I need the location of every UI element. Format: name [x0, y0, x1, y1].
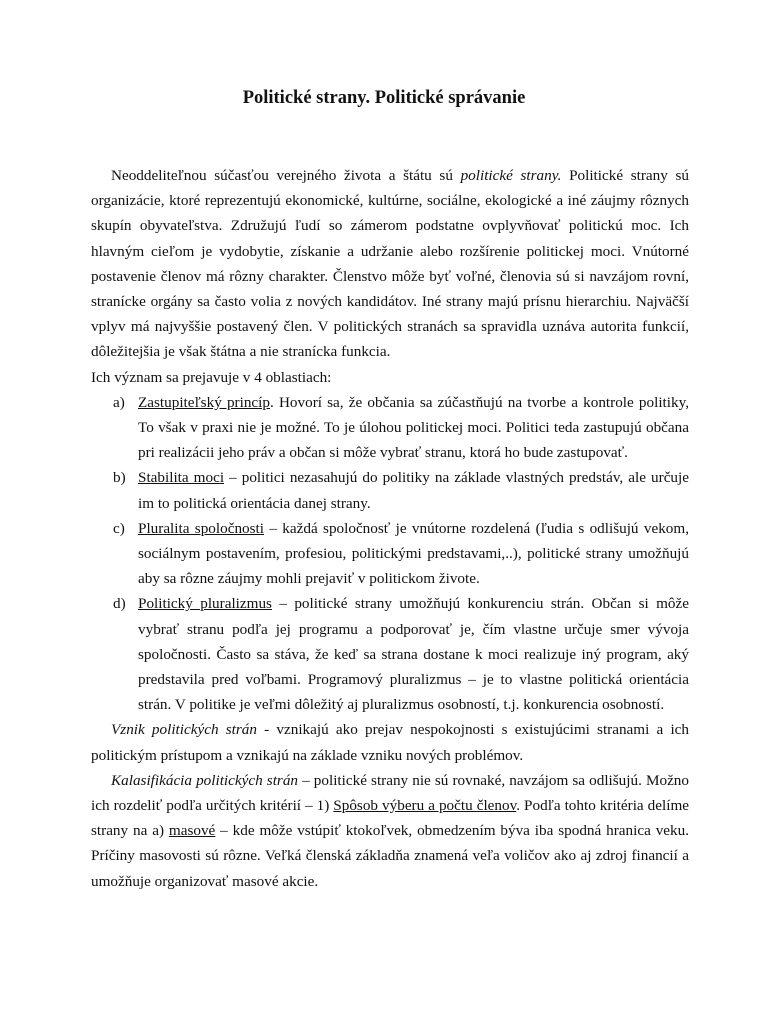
list-item: [91, 516, 689, 592]
classification-paragraph: [91, 768, 689, 894]
areas-list: [91, 390, 689, 718]
document-body: [91, 163, 689, 894]
list-marker: a): [113, 393, 125, 411]
origin-emphasis: Vznik politických strán: [111, 721, 257, 739]
list-marker: b): [113, 469, 126, 487]
list-term: Zastupiteľský princíp: [138, 393, 270, 411]
page-title: Politické strany. Politické správanie: [242, 88, 526, 108]
list-text: – politické strany umožňujú konkurenciu strán. Občan si môže vybrať stranu podľa jej programu a podporovať je, čím vlastne určuje smer vývoja spoločnosti. Často sa stáva, že keď sa strana dostane k moci realizuje iný program, aký predstavila pred voľbami. Programový pluralizmus – je to vlastne politická orientácia strán. V politike je veľmi dôležitý aj pluralizmus osobností, t.j. konkurencia osobností.: [138, 595, 689, 714]
list-text: – politici nezasahujú do politiky na základe vlastných predstáv, ale určuje im to politická orientácia danej strany.: [138, 469, 689, 512]
intro-paragraph: [91, 163, 689, 365]
list-marker: c): [113, 519, 125, 537]
intro-emphasis: politické strany.: [460, 167, 562, 184]
list-text: . Hovorí sa, že občania sa zúčastňujú na tvorbe a kontrole politiky, To však v praxi nie je možné. To je úlohou politickej moci. Politici teda zastupujú občana pri realizácii jeho práv a občan si môže vybrať stranu, ktorá ho bude zastupovať.: [138, 393, 689, 462]
intro-text-rest: Politické strany sú organizácie, ktoré reprezentujú ekonomické, kultúrne, sociálne, ekologické a iné záujmy rôznych skupín obyvateľstva. Združujú ľudí so zámerom podstatne ovplyvňovať politickú moc. Ich hlavným cieľom je vydobytie, získanie a udržanie alebo rozšírenie politickej moci. Vnútorné postavenie členov má rôzny charakter. Členstvo môže byť voľné, členovia sú si navzájom rovní, stranícke orgány sa často volia z nových kandidátov. Iné strany majú prísnu hierarchiu. Najväčší vplyv má najvyššie postavený člen. V politických stranách sa spravidla uznáva autorita funkcií, dôležitejšia je však štátna a nie stranícka funkcia.: [91, 167, 689, 361]
classification-text-2: . Podľa tohto kritéria delíme strany na a): [91, 797, 689, 840]
list-item: [91, 465, 689, 515]
list-term: Pluralita spoločnosti: [138, 519, 264, 537]
list-item: [91, 390, 689, 466]
classification-criterion: Spôsob výberu a počtu členov: [333, 797, 517, 815]
intro-text-start: Neoddeliteľnou súčasťou verejného života a štátu sú: [111, 167, 461, 184]
classification-emphasis: Kalasifikácia politických strán: [111, 771, 299, 789]
list-item: [91, 591, 689, 717]
classification-text-3: – kde môže vstúpiť ktokoľvek, obmedzením býva iba spodná hranica veku. Príčiny masovosti sú rôzne. Veľká členská základňa znamená veľa voličov ako aj zdroj financií a umožňuje organizovať masové akcie.: [91, 822, 690, 890]
classification-type: masové: [168, 822, 216, 840]
list-text: – každá spoločnosť je vnútorne rozdelená (ľudia s odlišujú vekom, sociálnym postavením, profesiou, politickými predstavami,..), politické strany umožňujú aby sa rôzne záujmy mohli prejaviť v politickom živote.: [138, 519, 689, 588]
classification-text-1: – politické strany nie sú rovnaké, navzájom sa odlišujú. Možno ich rozdeliť podľa určitých kritérií – 1): [91, 771, 689, 815]
list-term: Politický pluralizmus: [138, 595, 272, 613]
origin-paragraph: [91, 717, 689, 767]
origin-text: - vznikajú ako prejav nespokojnosti s existujúcimi stranami a ich politickým prístupom a vznikajú na základe vzniku nových problémov.: [91, 721, 689, 764]
list-term: Stabilita moci: [138, 469, 225, 487]
areas-intro: Ich význam sa prejavuje v 4 oblastiach:: [91, 368, 332, 386]
list-marker: d): [113, 595, 126, 613]
